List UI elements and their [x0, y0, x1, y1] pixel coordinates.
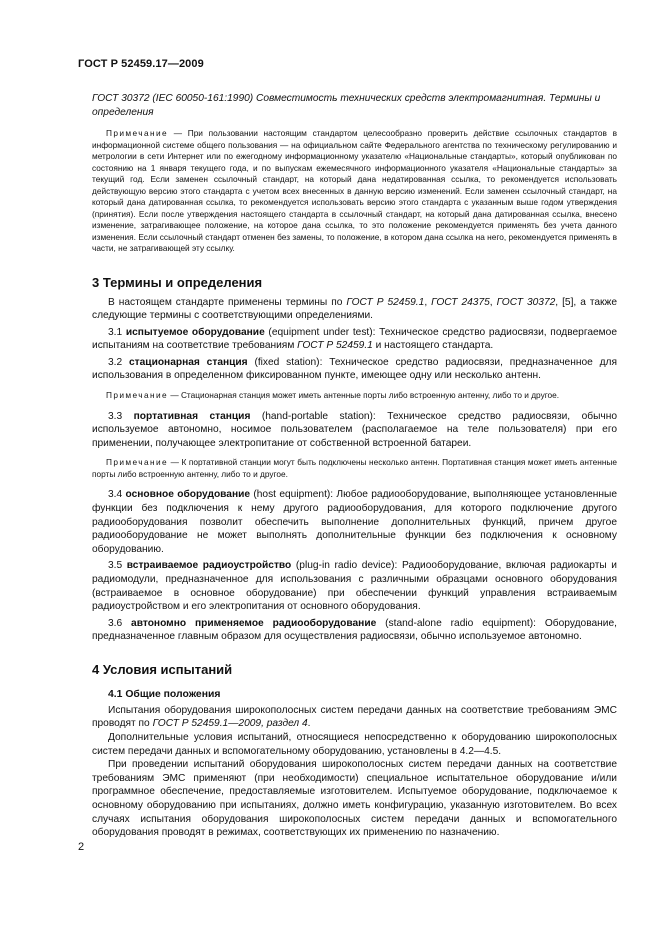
intro-text-2: , — [424, 296, 432, 308]
term-ref: ГОСТ Р 52459.1 — [297, 340, 373, 352]
term-number: 3.6 — [108, 617, 132, 629]
term-number: 3.2 — [108, 356, 129, 368]
intro-ref-3: ГОСТ 30372 — [496, 296, 556, 308]
term-name: встраиваемое радиоустройство — [126, 560, 292, 572]
intro-text-4: , [5], а также следующие термины с соответствующими определениями. — [92, 296, 617, 322]
term-3-1 — [92, 326, 617, 353]
para-ref: ГОСТ Р 52459.1—2009, раздел 4 — [152, 718, 308, 730]
section-4-heading: 4 Условия испытаний — [92, 661, 233, 677]
document-header: ГОСТ Р 52459.17—2009 — [78, 58, 204, 70]
intro-ref-2: ГОСТ 24375 — [431, 296, 490, 308]
term-name: портативная станция — [133, 410, 251, 422]
term-number: 3.5 — [108, 560, 127, 572]
term-name: автономно применяемое радиооборудование — [131, 617, 377, 629]
term-3-2 — [92, 356, 617, 383]
section-4-1-para-1 — [92, 704, 617, 731]
section-3-heading: 3 Термины и определения — [92, 274, 263, 290]
term-definition: (fixed station): Техническое средство радиосвязи, предназначенное для использования в определенном фиксированном пункте, имеющее одну или несколько антенн. — [92, 356, 617, 382]
note-term-3-3 — [92, 457, 617, 480]
term-definition-end: и настоящего стандарта. — [372, 340, 494, 352]
section-4-1-para-3: При проведении испытаний оборудования широкополосных систем передачи данных на соответствие требованиям ЭМС применяют (при необходимости) специальное испытательное оборудование и/или программное обеспечение, предоставляемые изготовителем. Испытуемое оборудование, подключаемое к основному оборудованию при испытаниях, должно иметь конфигурацию, указанную изготовителем. Во всех случаях испытания оборудования широкополосных систем передачи данных и вспомогательного оборудования проводят в режимах, соответствующих их применению по назначению. — [92, 759, 617, 839]
note-label: Примечание — [106, 128, 169, 138]
term-definition: (host equipment): Любое радиооборудование, выполняющее установленные функции без подключения к нему другого радиооборудования, для которого подключение другого радиооборудования позволит обеспечить выполнение дополнительных функций, причем другое радиооборудование не может выполнять дополнительные функции без подключения к основному оборудованию. — [92, 489, 617, 555]
term-3-4 — [92, 488, 617, 556]
note-text: — К портативной станции могут быть подключены несколько антенн. Портативная станция может иметь антенные порты либо встроенную антенну, либо то и другое. — [92, 457, 617, 479]
note-text: — При пользовании настоящим стандартом целесообразно проверить действие ссылочных стандартов в информационной системе общего пользования — на официальном сайте Федерального агентства по техническому регулированию и метрологии в сети Интернет или по ежегодному информационному указателю «Национальные стандарты», который опубликован по состоянию на 1 января текущего года, и по выпускам ежемесячного информационного указателя «Национальные стандарты» за текущий год. Если заменен ссылочный стандарт, на который дана недатированная ссылка, то рекомендуется использовать действующую версию этого стандарта с учетом всех внесенных в данную версию изменений. Если заменен ссылочный стандарт, на который дана датированная ссылка, то рекомендуется использовать версию этого стандарта с указанным выше годом утверждения (принятия). Если после утверждения настоящего стандарта в ссылочный стандарт, на который дана датированная ссылка, внесено изменение, затрагивающее положение, на которое дана ссылка, то это положение рекомендуется применять без учета данного изменения. Если ссылочный стандарт отменен без замены, то положение, в котором дана ссылка на него, рекомендуется применять в части, не затрагивающей эту ссылку. — [92, 128, 617, 253]
note-text: — Стационарная станция может иметь антенные порты либо встроенную антенну, либо то и другое. — [168, 390, 560, 401]
note-label: Примечание — [106, 390, 169, 401]
section-4-1-para-2: Дополнительные условия испытаний, относящиеся непосредственно к оборудованию широкополосных систем передачи данных и вспомогательному оборудованию, установлены в 4.2—4.5. — [92, 732, 617, 757]
term-3-6 — [92, 617, 617, 644]
note-references — [92, 128, 617, 255]
note-term-3-2 — [92, 390, 617, 402]
para-text-end: . — [307, 718, 311, 730]
page-content — [92, 92, 617, 840]
note-label: Примечание — [106, 457, 169, 468]
term-number: 3.4 — [108, 489, 126, 501]
term-3-3 — [92, 410, 617, 451]
term-number: 3.3 — [108, 410, 134, 422]
para-text: Испытания оборудования широкополосных систем передачи данных на соответствие требованиям ЭМС проводят по — [92, 704, 617, 730]
term-definition: (equipment under test): Техническое средство радиосвязи, подвергаемое испытаниям на соответствие требованиям — [92, 326, 617, 352]
term-name: испытуемое оборудование — [125, 326, 265, 338]
term-definition: (stand-alone radio equipment): Оборудование, предназначенное главным образом для осуществления радиосвязи, обычно используемое автономно. — [92, 617, 617, 643]
subsection-4-1-heading: 4.1 Общие положения — [108, 688, 221, 700]
intro-text-1: В настоящем стандарте применены термины по — [108, 296, 347, 308]
term-number: 3.1 — [108, 326, 126, 338]
intro-ref-1: ГОСТ Р 52459.1 — [346, 296, 425, 308]
section-3-intro — [92, 296, 617, 323]
term-definition: (plug-in radio device): Радиооборудование, включая радиокарты и радиомодули, предназначенное для использования с различными образцами основного оборудования (встраиваемое в основное оборудование) при обеспечении функций управления встраиваемым радиоустройством и его электропитания от основного оборудования. — [92, 560, 617, 613]
term-name: основное оборудование — [125, 489, 251, 501]
term-name: стационарная станция — [128, 356, 248, 368]
reference-entry: ГОСТ 30372 (IEC 60050-161:1990) Совместимость технических средств электромагнитная. Термины и определения — [92, 93, 601, 118]
page-number: 2 — [78, 841, 85, 853]
term-3-5 — [92, 559, 617, 613]
term-definition: (hand-portable station): Техническое средство радиосвязи, обычно используемое автономно, носимое пользователем (располагаемое на теле пользователя) при его применении, получающее электропитание от собственной встроенной батареи. — [92, 410, 617, 449]
intro-text-3: , — [489, 296, 497, 308]
